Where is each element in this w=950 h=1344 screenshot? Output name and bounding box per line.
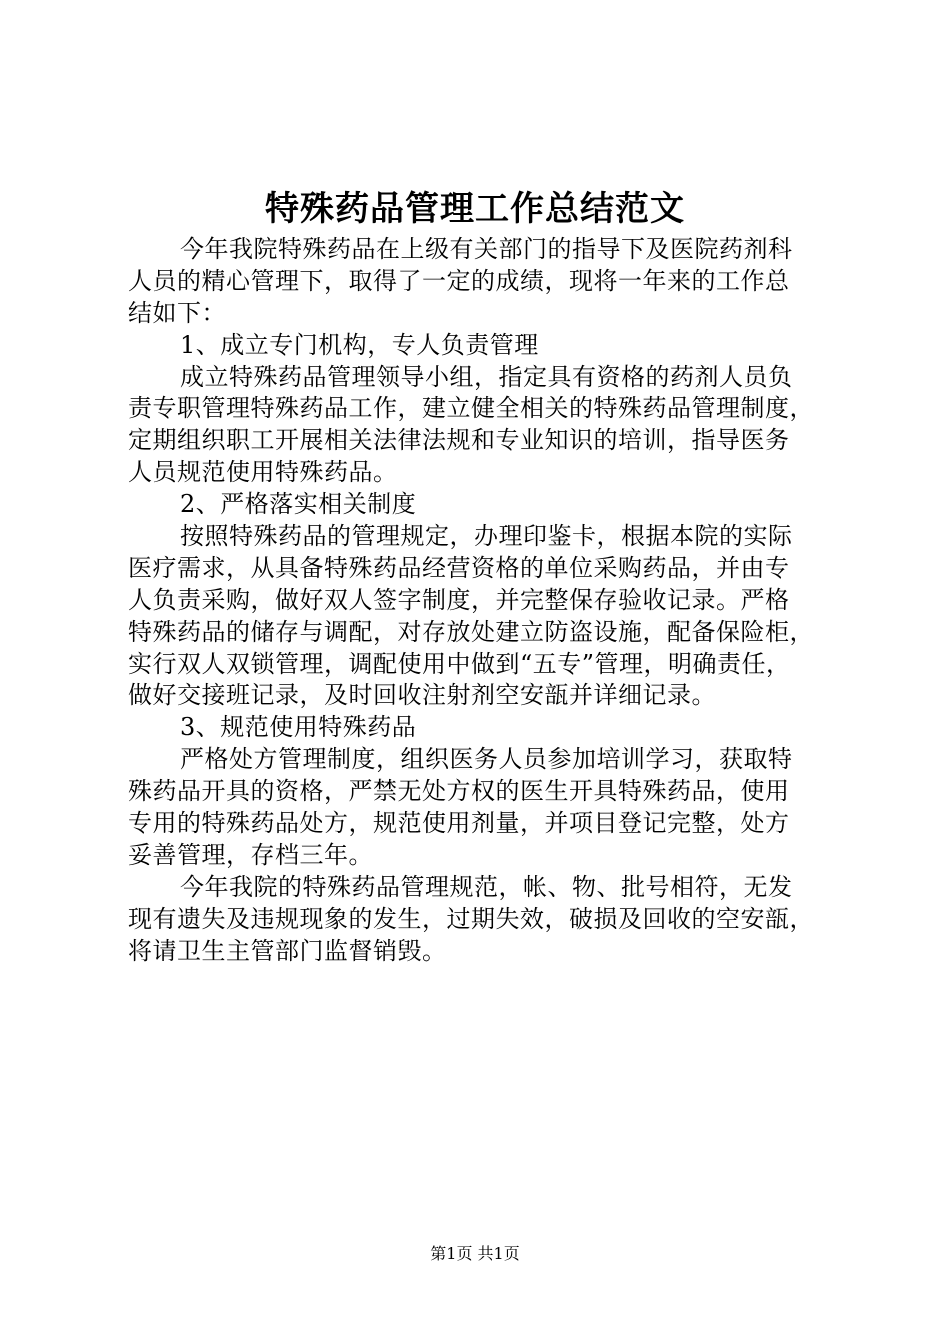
paragraph-line: 今年我院的特殊药品管理规范，帐、物、批号相符，无发 bbox=[180, 872, 793, 901]
document-title: 特殊药品管理工作总结范文 bbox=[265, 189, 685, 229]
document-body bbox=[128, 234, 848, 967]
page-footer: 第1页 共1页 bbox=[430, 1244, 520, 1263]
paragraph-line: 成立特殊药品管理领导小组，指定具有资格的药剂人员负 bbox=[180, 362, 793, 391]
paragraph-line: 现有遗失及违规现象的发生，过期失效，破损及回收的空安瓿， bbox=[128, 904, 814, 933]
paragraph-line: 特殊药品的储存与调配，对存放处建立防盗设施，配备保险柜， bbox=[128, 617, 814, 646]
section-heading-1: 1、成立专门机构，专人负责管理 bbox=[180, 330, 539, 359]
paragraph-line: 结如下： bbox=[128, 298, 226, 327]
paragraph-line: 严格处方管理制度，组织医务人员参加培训学习，获取特 bbox=[180, 745, 793, 774]
paragraph-line: 做好交接班记录，及时回收注射剂空安瓿并详细记录。 bbox=[128, 681, 716, 710]
paragraph-line: 殊药品开具的资格，严禁无处方权的医生开具特殊药品，使用 bbox=[128, 777, 790, 806]
paragraph-line: 人负责采购，做好双人签字制度，并完整保存验收记录。严格 bbox=[128, 585, 790, 614]
paragraph-line: 实行双人双锁管理，调配使用中做到“五专”管理，明确责任， bbox=[128, 649, 791, 678]
section-heading-3: 3、规范使用特殊药品 bbox=[180, 713, 417, 742]
paragraph-line: 责专职管理特殊药品工作，建立健全相关的特殊药品管理制度， bbox=[128, 394, 814, 423]
paragraph-line: 按照特殊药品的管理规定，办理印鉴卡，根据本院的实际 bbox=[180, 522, 793, 551]
paragraph-line: 将请卫生主管部门监督销毁。 bbox=[128, 936, 447, 965]
paragraph-line: 医疗需求，从具备特殊药品经营资格的单位采购药品，并由专 bbox=[128, 553, 790, 582]
paragraph-line: 今年我院特殊药品在上级有关部门的指导下及医院药剂科 bbox=[180, 235, 793, 263]
paragraph-line: 妥善管理，存档三年。 bbox=[128, 840, 373, 869]
paragraph-line: 专用的特殊药品处方，规范使用剂量，并项目登记完整，处方 bbox=[128, 809, 790, 838]
paragraph-line: 人员的精心管理下，取得了一定的成绩，现将一年来的工作总 bbox=[128, 266, 790, 295]
paragraph-line: 定期组织职工开展相关法律法规和专业知识的培训，指导医务 bbox=[128, 426, 790, 455]
paragraph-line: 人员规范使用特殊药品。 bbox=[128, 458, 398, 487]
section-heading-2: 2、严格落实相关制度 bbox=[180, 490, 417, 519]
